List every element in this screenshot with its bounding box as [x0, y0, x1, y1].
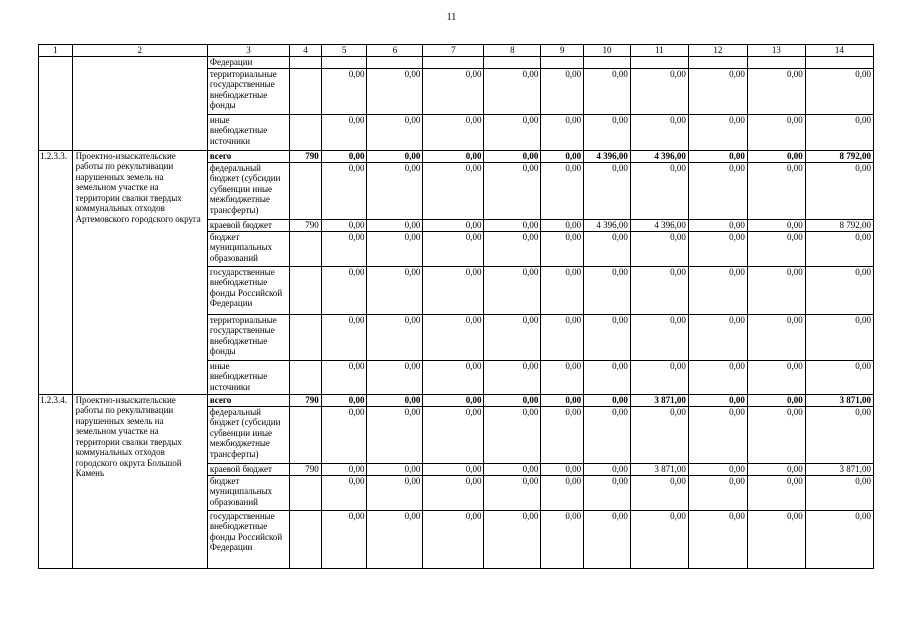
code-cell: 790: [290, 219, 322, 231]
column-number: 9: [541, 45, 584, 57]
value-cell: 0,00: [630, 68, 688, 114]
value-cell: 0,00: [484, 114, 541, 150]
value-cell: 0,00: [805, 231, 873, 266]
value-cell: 0,00: [584, 114, 631, 150]
value-cell: 0,00: [484, 266, 541, 314]
funding-source-cell: территориальные государственные внебюджетные фонды: [207, 68, 289, 114]
value-cell: 0,00: [747, 510, 805, 568]
funding-source-cell: территориальные государственные внебюджетные фонды: [207, 314, 289, 360]
value-cell: [630, 56, 688, 68]
value-cell: 3 871,00: [630, 394, 688, 406]
value-cell: 0,00: [688, 231, 747, 266]
value-cell: 0,00: [367, 510, 423, 568]
value-cell: 0,00: [484, 394, 541, 406]
value-cell: 0,00: [484, 314, 541, 360]
funding-source-cell: бюджет муниципальных образований: [207, 475, 289, 510]
value-cell: 0,00: [321, 162, 367, 219]
value-cell: 0,00: [584, 394, 631, 406]
code-cell: [290, 266, 322, 314]
value-cell: 0,00: [367, 150, 423, 162]
value-cell: [367, 56, 423, 68]
value-cell: 4 396,00: [630, 219, 688, 231]
value-cell: 0,00: [321, 510, 367, 568]
value-cell: 0,00: [423, 394, 484, 406]
value-cell: 0,00: [484, 510, 541, 568]
value-cell: 0,00: [805, 266, 873, 314]
item-name-cell: [72, 56, 207, 150]
value-cell: 0,00: [584, 231, 631, 266]
value-cell: 0,00: [367, 394, 423, 406]
code-cell: 790: [290, 150, 322, 162]
page-number: 11: [446, 12, 457, 23]
value-cell: 0,00: [688, 68, 747, 114]
value-cell: 0,00: [367, 231, 423, 266]
value-cell: 0,00: [541, 360, 584, 394]
value-cell: 0,00: [584, 463, 631, 475]
value-cell: 0,00: [688, 510, 747, 568]
column-number-row: [39, 45, 874, 57]
value-cell: 4 396,00: [584, 150, 631, 162]
value-cell: 0,00: [367, 475, 423, 510]
value-cell: 0,00: [688, 394, 747, 406]
column-number: 13: [747, 45, 805, 57]
column-number: 11: [630, 45, 688, 57]
value-cell: 0,00: [423, 266, 484, 314]
value-cell: 0,00: [423, 463, 484, 475]
value-cell: 0,00: [805, 360, 873, 394]
value-cell: 0,00: [321, 475, 367, 510]
value-cell: 0,00: [630, 266, 688, 314]
value-cell: 0,00: [747, 406, 805, 463]
code-cell: [290, 231, 322, 266]
value-cell: 0,00: [367, 266, 423, 314]
value-cell: 0,00: [321, 394, 367, 406]
value-cell: 0,00: [747, 360, 805, 394]
value-cell: 0,00: [484, 68, 541, 114]
value-cell: 0,00: [541, 406, 584, 463]
value-cell: 0,00: [423, 231, 484, 266]
value-cell: 0,00: [805, 510, 873, 568]
value-cell: 0,00: [747, 162, 805, 219]
item-name-cell: Проектно-изыскательские работы по рекультивации нарушенных земель на земельном участке на территории свалки твердых коммунальных отходов городского округа Большой Камень: [72, 394, 207, 568]
value-cell: 4 396,00: [630, 150, 688, 162]
value-cell: 0,00: [367, 406, 423, 463]
funding-source-cell: государственные внебюджетные фонды Российской Федерации: [207, 266, 289, 314]
value-cell: 0,00: [541, 150, 584, 162]
value-cell: 0,00: [541, 463, 584, 475]
value-cell: 0,00: [367, 360, 423, 394]
value-cell: 8 792,00: [805, 150, 873, 162]
value-cell: 3 871,00: [805, 394, 873, 406]
column-number: 1: [39, 45, 73, 57]
funding-source-cell: иные внебюджетные источники: [207, 114, 289, 150]
value-cell: 0,00: [747, 114, 805, 150]
value-cell: 0,00: [484, 475, 541, 510]
value-cell: [321, 56, 367, 68]
value-cell: 0,00: [541, 114, 584, 150]
value-cell: 0,00: [321, 266, 367, 314]
value-cell: 0,00: [321, 463, 367, 475]
value-cell: 0,00: [688, 219, 747, 231]
value-cell: 0,00: [423, 360, 484, 394]
funding-source-cell: бюджет муниципальных образований: [207, 231, 289, 266]
value-cell: 0,00: [688, 360, 747, 394]
value-cell: [584, 56, 631, 68]
code-cell: [290, 360, 322, 394]
value-cell: 0,00: [423, 219, 484, 231]
value-cell: 4 396,00: [584, 219, 631, 231]
value-cell: 0,00: [321, 360, 367, 394]
column-number: 8: [484, 45, 541, 57]
value-cell: [688, 56, 747, 68]
value-cell: 0,00: [747, 219, 805, 231]
value-cell: 0,00: [747, 475, 805, 510]
value-cell: 0,00: [805, 68, 873, 114]
funding-source-cell: всего: [207, 150, 289, 162]
value-cell: 0,00: [484, 406, 541, 463]
table-row: [39, 56, 874, 68]
value-cell: 0,00: [805, 406, 873, 463]
value-cell: 0,00: [688, 150, 747, 162]
value-cell: 0,00: [805, 162, 873, 219]
funding-source-cell: краевой бюджет: [207, 463, 289, 475]
column-number: 3: [207, 45, 289, 57]
value-cell: 0,00: [321, 314, 367, 360]
funding-source-cell: Федерации: [207, 56, 289, 68]
value-cell: 0,00: [584, 162, 631, 219]
value-cell: 0,00: [367, 463, 423, 475]
item-code-cell: 1.2.3.4.: [39, 394, 73, 568]
value-cell: 0,00: [541, 231, 584, 266]
table-row: [39, 150, 874, 162]
column-number: 5: [321, 45, 367, 57]
value-cell: 0,00: [747, 463, 805, 475]
value-cell: 0,00: [484, 162, 541, 219]
funding-source-cell: иные внебюджетные источники: [207, 360, 289, 394]
code-cell: [290, 475, 322, 510]
column-number: 12: [688, 45, 747, 57]
code-cell: [290, 314, 322, 360]
value-cell: 0,00: [630, 360, 688, 394]
code-cell: [290, 406, 322, 463]
value-cell: 0,00: [367, 162, 423, 219]
value-cell: 0,00: [747, 231, 805, 266]
table-body: [39, 45, 874, 569]
value-cell: 0,00: [484, 463, 541, 475]
value-cell: [747, 56, 805, 68]
value-cell: 0,00: [423, 510, 484, 568]
value-cell: [423, 56, 484, 68]
value-cell: 0,00: [484, 150, 541, 162]
value-cell: 0,00: [541, 394, 584, 406]
value-cell: 0,00: [747, 150, 805, 162]
value-cell: 0,00: [630, 231, 688, 266]
value-cell: 0,00: [805, 114, 873, 150]
value-cell: 0,00: [423, 150, 484, 162]
table-row: [39, 394, 874, 406]
value-cell: 0,00: [541, 219, 584, 231]
value-cell: 0,00: [367, 114, 423, 150]
value-cell: 0,00: [688, 475, 747, 510]
value-cell: 0,00: [423, 114, 484, 150]
funding-source-cell: всего: [207, 394, 289, 406]
code-cell: [290, 68, 322, 114]
column-number: 4: [290, 45, 322, 57]
value-cell: 0,00: [321, 150, 367, 162]
value-cell: 0,00: [688, 463, 747, 475]
value-cell: [484, 56, 541, 68]
value-cell: 0,00: [367, 219, 423, 231]
value-cell: 0,00: [805, 314, 873, 360]
item-code-cell: [39, 56, 73, 150]
value-cell: 0,00: [484, 219, 541, 231]
value-cell: 0,00: [630, 314, 688, 360]
code-cell: 790: [290, 463, 322, 475]
value-cell: 0,00: [484, 231, 541, 266]
value-cell: 0,00: [630, 406, 688, 463]
value-cell: 0,00: [747, 266, 805, 314]
value-cell: [805, 56, 873, 68]
value-cell: 8 792,00: [805, 219, 873, 231]
funding-source-cell: государственные внебюджетные фонды Российской Федерации: [207, 510, 289, 568]
value-cell: 0,00: [367, 314, 423, 360]
value-cell: 0,00: [747, 394, 805, 406]
funding-source-cell: федеральный бюджет (субсидии субвенции иные межбюджетные трансферты): [207, 162, 289, 219]
value-cell: 0,00: [541, 510, 584, 568]
value-cell: 0,00: [630, 475, 688, 510]
column-number: 10: [584, 45, 631, 57]
column-number: 6: [367, 45, 423, 57]
value-cell: 0,00: [688, 162, 747, 219]
code-cell: [290, 162, 322, 219]
value-cell: 0,00: [584, 266, 631, 314]
item-code-cell: 1.2.3.3.: [39, 150, 73, 394]
value-cell: 0,00: [423, 314, 484, 360]
value-cell: 0,00: [584, 314, 631, 360]
value-cell: 0,00: [584, 68, 631, 114]
value-cell: 0,00: [423, 406, 484, 463]
funding-source-cell: краевой бюджет: [207, 219, 289, 231]
budget-table: [38, 44, 874, 569]
value-cell: 0,00: [541, 162, 584, 219]
code-cell: [290, 56, 322, 68]
value-cell: 0,00: [541, 475, 584, 510]
code-cell: 790: [290, 394, 322, 406]
value-cell: 0,00: [630, 162, 688, 219]
column-number: 14: [805, 45, 873, 57]
value-cell: 0,00: [688, 314, 747, 360]
value-cell: 0,00: [321, 231, 367, 266]
value-cell: 3 871,00: [805, 463, 873, 475]
value-cell: 0,00: [541, 68, 584, 114]
value-cell: 0,00: [747, 68, 805, 114]
column-number: 2: [72, 45, 207, 57]
value-cell: [541, 56, 584, 68]
value-cell: 0,00: [630, 114, 688, 150]
value-cell: 0,00: [484, 360, 541, 394]
value-cell: 0,00: [321, 114, 367, 150]
value-cell: 0,00: [423, 475, 484, 510]
value-cell: 0,00: [805, 475, 873, 510]
value-cell: 0,00: [688, 114, 747, 150]
column-number: 7: [423, 45, 484, 57]
value-cell: 0,00: [584, 475, 631, 510]
value-cell: 3 871,00: [630, 463, 688, 475]
value-cell: 0,00: [367, 68, 423, 114]
value-cell: 0,00: [688, 406, 747, 463]
value-cell: 0,00: [584, 510, 631, 568]
value-cell: 0,00: [630, 510, 688, 568]
value-cell: 0,00: [321, 219, 367, 231]
funding-source-cell: федеральный бюджет (субсидии субвенции иные межбюджетные трансферты): [207, 406, 289, 463]
value-cell: 0,00: [688, 266, 747, 314]
value-cell: 0,00: [584, 406, 631, 463]
value-cell: 0,00: [423, 68, 484, 114]
value-cell: 0,00: [321, 68, 367, 114]
value-cell: 0,00: [584, 360, 631, 394]
value-cell: 0,00: [747, 314, 805, 360]
item-name-cell: Проектно-изыскательские работы по рекультивации нарушенных земель на земельном участке на территории свалки твердых коммунальных отходов Артемовского городского округа: [72, 150, 207, 394]
value-cell: 0,00: [541, 314, 584, 360]
code-cell: [290, 114, 322, 150]
code-cell: [290, 510, 322, 568]
value-cell: 0,00: [321, 406, 367, 463]
value-cell: 0,00: [541, 266, 584, 314]
value-cell: 0,00: [423, 162, 484, 219]
